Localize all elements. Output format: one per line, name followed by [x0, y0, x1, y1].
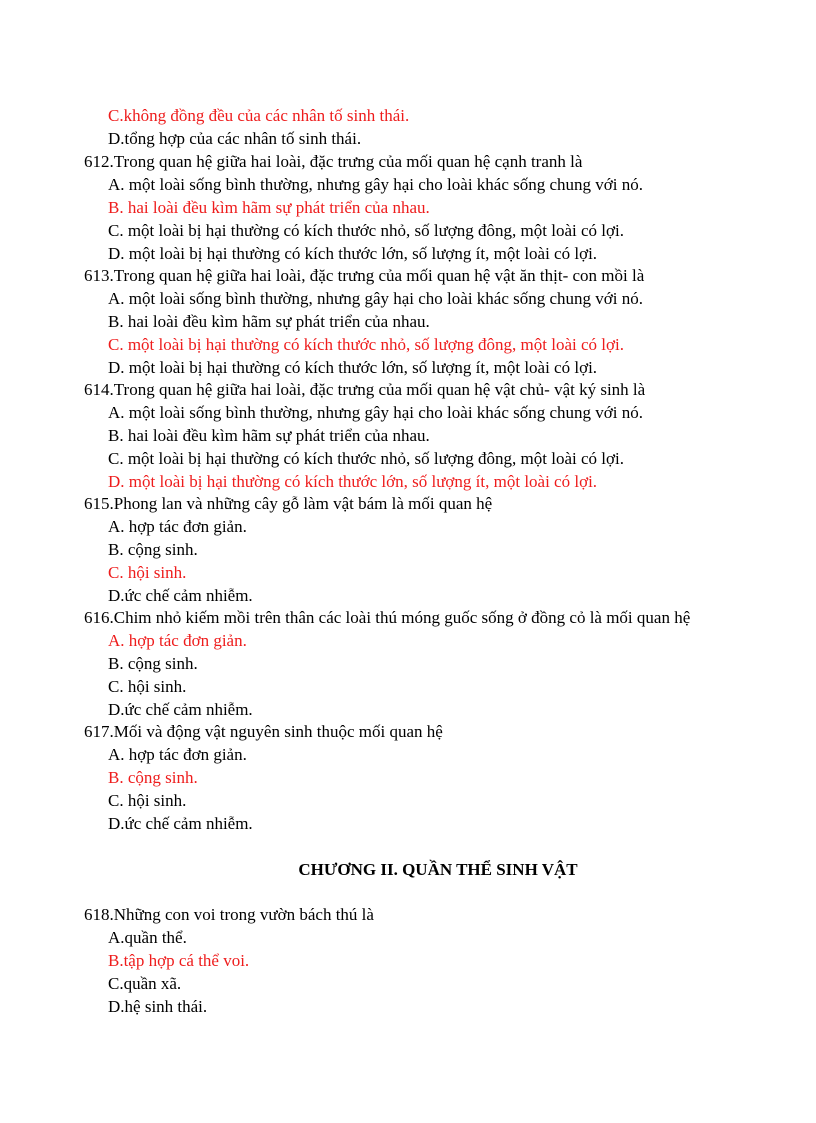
question-617: 617.Mối và động vật nguyên sinh thuộc mối quan hệ — [84, 722, 443, 741]
option-614-a: A. một loài sống bình thường, nhưng gây hại cho loài khác sống chung với nó. — [108, 403, 644, 422]
option-611-c: C.không đồng đều của các nhân tố sinh thái. — [108, 106, 410, 125]
option-618-c: C.quần xã. — [108, 974, 182, 993]
option-617-a: A. hợp tác đơn giản. — [108, 745, 247, 764]
option-613-c: C. một loài bị hại thường có kích thước nhỏ, số lượng đông, một loài có lợi. — [108, 335, 624, 354]
option-615-d: D.ức chế cảm nhiễm. — [108, 586, 253, 605]
question-613: 613.Trong quan hệ giữa hai loài, đặc trưng của mối quan hệ vật ăn thịt- con mồi là — [84, 266, 645, 285]
option-616-c: C. hội sinh. — [108, 677, 187, 696]
option-613-d: D. một loài bị hại thường có kích thước lớn, số lượng ít, một loài có lợi. — [108, 358, 598, 377]
option-617-d: D.ức chế cảm nhiễm. — [108, 814, 253, 833]
option-614-b: B. hai loài đều kìm hãm sự phát triển của nhau. — [108, 426, 430, 445]
option-613-a: A. một loài sống bình thường, nhưng gây hại cho loài khác sống chung với nó. — [108, 289, 644, 308]
question-612: 612.Trong quan hệ giữa hai loài, đặc trưng của mối quan hệ cạnh tranh là — [84, 152, 583, 171]
option-615-b: B. cộng sinh. — [108, 540, 198, 559]
option-614-d: D. một loài bị hại thường có kích thước lớn, số lượng ít, một loài có lợi. — [108, 472, 598, 491]
option-611-d: D.tổng hợp của các nhân tố sinh thái. — [108, 129, 362, 148]
option-612-a: A. một loài sống bình thường, nhưng gây hại cho loài khác sống chung với nó. — [108, 175, 644, 194]
option-614-c: C. một loài bị hại thường có kích thước nhỏ, số lượng đông, một loài có lợi. — [108, 449, 624, 468]
option-618-a: A.quần thể. — [108, 928, 187, 947]
chapter-heading: CHƯƠNG II. QUẦN THỂ SINH VẬT — [298, 860, 578, 879]
option-618-d: D.hệ sinh thái. — [108, 997, 208, 1016]
option-612-d: D. một loài bị hại thường có kích thước lớn, số lượng ít, một loài có lợi. — [108, 244, 598, 263]
option-616-a: A. hợp tác đơn giản. — [108, 631, 247, 650]
option-618-b: B.tập hợp cá thể voi. — [108, 951, 250, 970]
option-615-a: A. hợp tác đơn giản. — [108, 517, 247, 536]
option-615-c: C. hội sinh. — [108, 563, 187, 582]
option-613-b: B. hai loài đều kìm hãm sự phát triển của nhau. — [108, 312, 430, 331]
option-612-c: C. một loài bị hại thường có kích thước nhỏ, số lượng đông, một loài có lợi. — [108, 221, 624, 240]
option-616-b: B. cộng sinh. — [108, 654, 198, 673]
question-616: 616.Chim nhỏ kiếm mồi trên thân các loài thú móng guốc sống ở đồng cỏ là mối quan hệ — [84, 608, 691, 627]
option-617-c: C. hội sinh. — [108, 791, 187, 810]
option-617-b: B. cộng sinh. — [108, 768, 198, 787]
question-615: 615.Phong lan và những cây gỗ làm vật bám là mối quan hệ — [84, 494, 493, 513]
option-612-b: B. hai loài đều kìm hãm sự phát triển của nhau. — [108, 198, 430, 217]
option-616-d: D.ức chế cảm nhiễm. — [108, 700, 253, 719]
question-614: 614.Trong quan hệ giữa hai loài, đặc trưng của mối quan hệ vật chủ- vật ký sinh là — [84, 380, 646, 399]
question-618: 618.Những con voi trong vườn bách thú là — [84, 905, 374, 924]
